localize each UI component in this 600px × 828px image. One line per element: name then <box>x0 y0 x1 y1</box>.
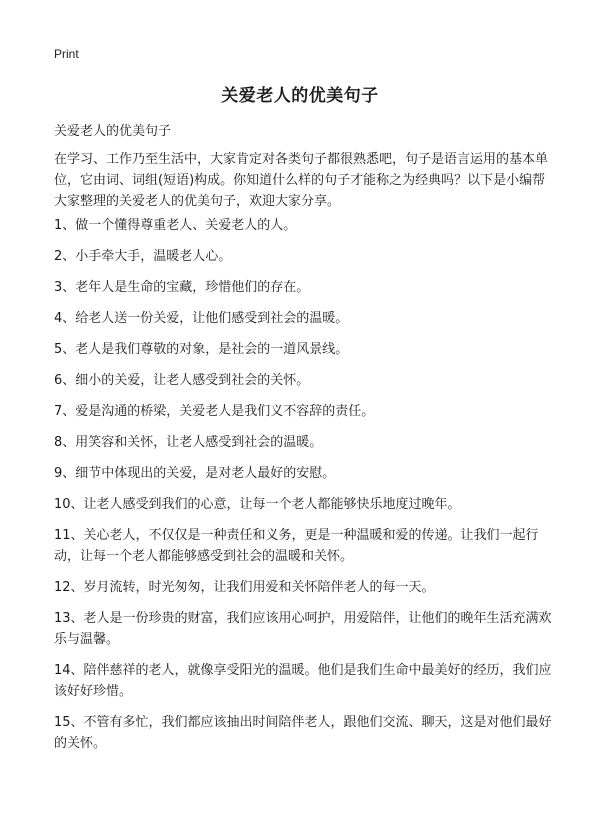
list-item: 11、关心老人，不仅仅是一种责任和义务，更是一种温暖和爱的传递。让我们一起行动，让每一个老人都能够感受到社会的温暖和关怀。 <box>54 528 539 564</box>
page-title: 关爱老人的优美句子 <box>221 86 379 106</box>
list-item: 6、细小的关爱，让老人感受到社会的关怀。 <box>54 373 310 388</box>
print-label: Print <box>54 47 79 61</box>
list-item: 9、细节中体现出的关爱，是对老人最好的安慰。 <box>54 466 336 481</box>
list-item: 2、小手牵大手，温暖老人心。 <box>54 249 232 264</box>
subtitle: 关爱老人的优美句子 <box>54 124 172 139</box>
list-item: 12、岁月流转，时光匆匆，让我们用爱和关怀陪伴老人的每一天。 <box>54 580 435 595</box>
list-item: 8、用笑容和关怀，让老人感受到社会的温暖。 <box>54 435 323 450</box>
list-item: 14、陪伴慈祥的老人，就像享受阳光的温暖。他们是我们生命中最美好的经历，我们应该好好珍惜。 <box>54 663 552 699</box>
list-item: 7、爱是沟通的桥梁，关爱老人是我们义不容辞的责任。 <box>54 404 375 419</box>
list-item: 3、老年人是生命的宝藏，珍惜他们的存在。 <box>54 280 310 295</box>
list-item: 15、不管有多忙，我们都应该抽出时间陪伴老人，跟他们交流、聊天，这是对他们最好的关怀。 <box>54 715 552 751</box>
list-item: 5、老人是我们尊敬的对象，是社会的一道风景线。 <box>54 342 349 357</box>
sentence-list <box>54 215 554 764</box>
list-item: 10、让老人感受到我们的心意，让每一个老人都能够快乐地度过晚年。 <box>54 497 461 512</box>
list-item: 13、老人是一份珍贵的财富，我们应该用心呵护，用爱陪伴，让他们的晚年生活充满欢乐与温馨。 <box>54 611 552 647</box>
list-item: 1、做一个懂得尊重老人、关爱老人的人。 <box>54 218 297 233</box>
intro-paragraph: 在学习、工作乃至生活中，大家肯定对各类句子都很熟悉吧，句子是语言运用的基本单位，它由词、词组(短语)构成。你知道什么样的句子才能称之为经典吗？以下是小编帮大家整理的关爱老人的优美句子，欢迎大家分享。 <box>54 152 549 209</box>
list-item: 4、给老人送一份关爱，让他们感受到社会的温暖。 <box>54 311 349 326</box>
